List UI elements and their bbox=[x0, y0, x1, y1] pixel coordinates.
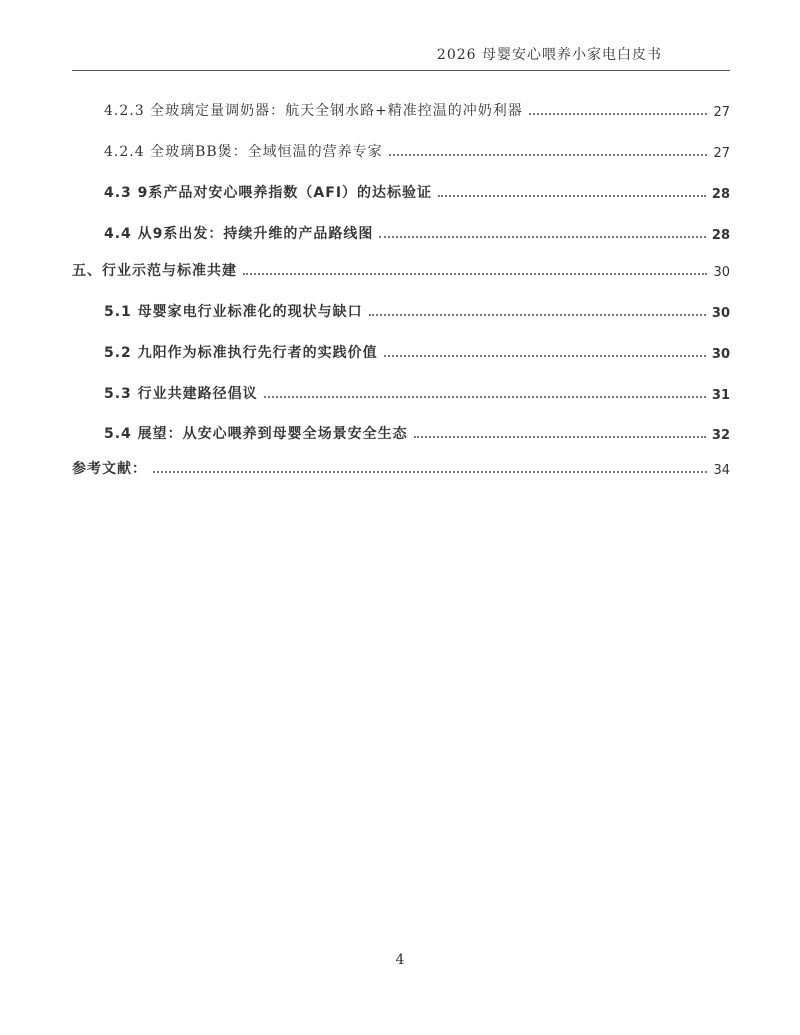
document-title: 2026 母婴安心喂养小家电白皮书 bbox=[436, 47, 662, 63]
toc-entry-page: 31 bbox=[711, 388, 730, 403]
toc-entry-label: 5.4 展望：从安心喂养到母婴全场景安全生态 bbox=[104, 426, 408, 442]
toc-entry-page: 34 bbox=[713, 463, 730, 478]
toc-leader-dots bbox=[384, 355, 706, 357]
toc-entry[interactable] bbox=[104, 381, 730, 403]
toc-entry[interactable] bbox=[104, 340, 730, 362]
toc-entry-label: 5.1 母婴家电行业标准化的现状与缺口 bbox=[104, 304, 363, 320]
toc-entry-page: 28 bbox=[711, 228, 730, 243]
toc-entry-page: 30 bbox=[711, 306, 730, 321]
toc-leader-dots bbox=[379, 236, 705, 238]
toc-entry-label: 参考文献： bbox=[72, 461, 147, 477]
toc-leader-dots bbox=[369, 314, 706, 316]
toc-leader-dots bbox=[438, 195, 706, 197]
toc-leader-dots bbox=[414, 436, 706, 438]
toc-leader-dots bbox=[153, 471, 707, 473]
toc-entry-page: 30 bbox=[711, 347, 730, 362]
toc-leader-dots bbox=[264, 396, 706, 398]
toc-leader-dots bbox=[389, 154, 708, 156]
toc-entry-label: 4.3 9系产品对安心喂养指数（AFI）的达标验证 bbox=[104, 185, 433, 201]
toc-leader-dots bbox=[243, 273, 707, 275]
toc-entry-label: 5.3 行业共建路径倡议 bbox=[104, 386, 258, 402]
page-number: 4 bbox=[395, 952, 405, 968]
toc-entry-page: 30 bbox=[713, 265, 730, 280]
toc-entry[interactable] bbox=[104, 139, 730, 161]
toc-entry[interactable] bbox=[104, 421, 730, 443]
toc-leader-dots bbox=[529, 113, 708, 115]
toc-entry-page: 27 bbox=[713, 146, 730, 161]
toc-entry-page: 32 bbox=[711, 428, 730, 443]
toc-entry-label: 4.2.4 全玻璃BB煲：全域恒温的营养专家 bbox=[104, 144, 383, 160]
toc-entry-page: 27 bbox=[713, 105, 730, 120]
toc-entry[interactable] bbox=[104, 221, 730, 243]
toc-entry[interactable] bbox=[104, 180, 730, 202]
toc-entry[interactable] bbox=[72, 258, 730, 280]
toc-entry-label: 五、行业示范与标准共建 bbox=[72, 263, 237, 279]
header-divider bbox=[72, 70, 730, 71]
toc-entry-label: 4.2.3 全玻璃定量调奶器：航天全钢水路+精准控温的冲奶利器 bbox=[104, 103, 523, 119]
toc-entry[interactable] bbox=[104, 98, 730, 120]
toc-entry-page: 28 bbox=[711, 187, 730, 202]
toc-entry-label: 5.2 九阳作为标准执行先行者的实践价值 bbox=[104, 345, 378, 361]
toc-entry-label: 4.4 从9系出发：持续升维的产品路线图 bbox=[104, 226, 374, 242]
toc-entry[interactable] bbox=[72, 456, 730, 478]
toc-entry[interactable] bbox=[104, 299, 730, 321]
